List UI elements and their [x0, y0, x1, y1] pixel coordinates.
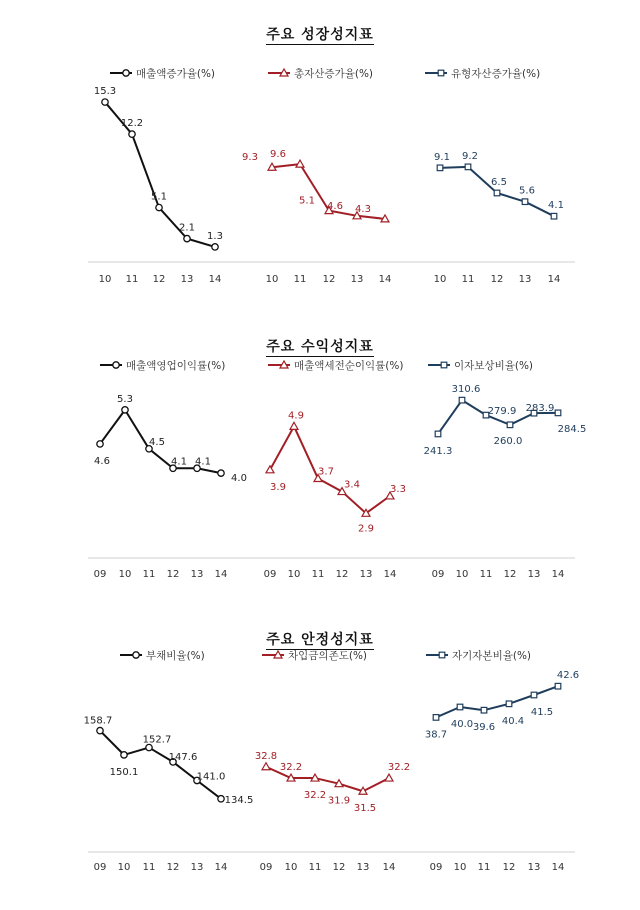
- data-label: 41.5: [530, 707, 554, 718]
- x-tick-label: 14: [214, 569, 228, 580]
- x-tick-label: 11: [142, 862, 156, 873]
- x-tick-label: 10: [265, 274, 279, 285]
- legend-marker-icon: [123, 70, 129, 76]
- series-group: [425, 67, 564, 285]
- data-label: 147.6: [168, 751, 198, 763]
- data-point-marker: [122, 407, 128, 413]
- legend-label: 부채비율(%): [146, 650, 205, 662]
- data-point-marker: [555, 410, 561, 416]
- x-tick-label: 10: [287, 569, 301, 580]
- x-tick-label: 14: [547, 274, 561, 285]
- data-point-marker: [97, 727, 103, 733]
- x-tick-label: 14: [551, 862, 565, 873]
- data-label: 4.9: [288, 410, 304, 422]
- data-label: 141.0: [196, 771, 226, 783]
- data-label: 31.9: [327, 795, 351, 807]
- data-label: 5.1: [299, 195, 315, 207]
- data-label: 38.7: [424, 729, 448, 741]
- x-tick-label: 12: [502, 862, 516, 873]
- x-tick-label: 12: [503, 569, 517, 580]
- x-tick-label: 14: [382, 862, 396, 873]
- data-label: 4.0: [231, 473, 247, 485]
- data-label: 4.1: [195, 456, 211, 468]
- legend-marker-icon: [438, 70, 444, 76]
- data-label: 3.3: [390, 483, 406, 495]
- data-label: 9.2: [462, 150, 478, 162]
- x-tick-label: 11: [293, 274, 307, 285]
- x-tick-label: 10: [117, 862, 131, 873]
- x-tick-label: 09: [93, 862, 107, 873]
- data-label: 158.7: [83, 715, 113, 727]
- data-point-marker: [184, 235, 190, 241]
- data-label: 31.5: [353, 803, 377, 815]
- x-tick-label: 10: [118, 569, 132, 580]
- x-tick-label: 13: [518, 274, 532, 285]
- data-point-marker: [102, 99, 108, 105]
- data-label: 15.3: [93, 86, 117, 98]
- legend-label: 매출액세전순이익률(%): [294, 360, 404, 372]
- x-tick-label: 10: [433, 274, 447, 285]
- data-label: 6.5: [491, 176, 507, 188]
- x-tick-label: 12: [335, 569, 349, 580]
- data-label: 4.3: [355, 203, 371, 215]
- x-tick-label: 12: [152, 274, 166, 285]
- x-tick-label: 13: [190, 862, 204, 873]
- series-group: [424, 359, 587, 580]
- data-point-marker: [129, 131, 135, 137]
- data-point-marker: [507, 422, 513, 428]
- data-label: 12.2: [120, 118, 144, 130]
- data-point-marker: [266, 466, 274, 473]
- data-label: 279.9: [487, 406, 517, 418]
- stability-chart-plot: [0, 605, 640, 905]
- x-tick-label: 12: [322, 274, 336, 285]
- stability-indicators-panel: [0, 605, 640, 905]
- series-group: [84, 649, 254, 873]
- x-tick-label: 13: [190, 569, 204, 580]
- data-label: 3.9: [270, 481, 286, 493]
- data-label: 5.3: [117, 393, 133, 405]
- legend-label: 총자산증가율(%): [294, 68, 374, 80]
- data-label: 134.5: [224, 794, 254, 806]
- x-tick-label: 09: [259, 862, 273, 873]
- data-label: 5.6: [519, 185, 535, 197]
- x-tick-label: 09: [429, 862, 443, 873]
- x-tick-label: 13: [350, 274, 364, 285]
- data-label: 3.4: [344, 479, 360, 491]
- data-label: 4.1: [171, 456, 187, 468]
- data-label: 260.0: [493, 435, 523, 447]
- data-label: 152.7: [142, 734, 172, 746]
- data-point-marker: [212, 244, 218, 250]
- legend-label: 유형자산증가율(%): [451, 68, 541, 80]
- data-point-marker: [481, 707, 487, 713]
- x-tick-label: 12: [332, 862, 346, 873]
- x-tick-label: 12: [166, 862, 180, 873]
- chart-title: 주요 성장성지표: [266, 27, 374, 43]
- legend-label: 차입금의존도(%): [288, 650, 368, 662]
- x-tick-label: 11: [479, 569, 493, 580]
- data-point-marker: [435, 431, 441, 437]
- data-label: 39.6: [472, 722, 496, 734]
- data-label: 150.1: [109, 766, 139, 778]
- x-tick-label: 10: [284, 862, 298, 873]
- data-label: 32.2: [387, 762, 411, 774]
- data-label: 9.1: [434, 151, 450, 163]
- x-tick-label: 11: [461, 274, 475, 285]
- data-point-marker: [97, 441, 103, 447]
- x-tick-label: 14: [551, 569, 565, 580]
- legend-marker-icon: [133, 652, 139, 658]
- x-tick-label: 13: [359, 569, 373, 580]
- series-group: [242, 67, 391, 285]
- x-tick-label: 14: [208, 274, 222, 285]
- data-label: 42.6: [556, 670, 580, 682]
- x-tick-label: 09: [431, 569, 445, 580]
- data-label: 4.5: [149, 436, 165, 448]
- data-point-marker: [385, 774, 393, 781]
- x-tick-label: 10: [453, 862, 467, 873]
- data-label: 4.6: [327, 200, 343, 212]
- data-point-marker: [457, 704, 463, 710]
- series-group: [94, 359, 247, 580]
- x-tick-label: 11: [308, 862, 322, 873]
- x-tick-label: 12: [166, 569, 180, 580]
- legend-label: 매출액영업이익률(%): [126, 360, 226, 372]
- x-tick-label: 13: [527, 569, 541, 580]
- x-tick-label: 09: [93, 569, 107, 580]
- data-label: 2.1: [179, 222, 195, 234]
- data-point-marker: [156, 204, 162, 210]
- x-tick-label: 10: [98, 274, 112, 285]
- data-label: 283.9: [525, 403, 555, 415]
- data-label: 310.6: [451, 384, 481, 396]
- data-label: 32.2: [303, 790, 327, 802]
- growth-indicators-panel: [0, 0, 640, 295]
- data-point-marker: [218, 796, 224, 802]
- legend-label: 이자보상비율(%): [454, 360, 534, 372]
- legend-marker-icon: [439, 652, 445, 658]
- x-tick-label: 13: [356, 862, 370, 873]
- data-point-marker: [433, 715, 439, 721]
- x-tick-label: 09: [263, 569, 277, 580]
- data-point-marker: [494, 190, 500, 196]
- data-point-marker: [121, 752, 127, 758]
- legend-marker-icon: [113, 362, 119, 368]
- x-tick-label: 11: [125, 274, 139, 285]
- x-tick-label: 11: [142, 569, 156, 580]
- data-label: 4.1: [548, 200, 564, 212]
- data-point-marker: [290, 422, 298, 429]
- series-group: [94, 67, 223, 285]
- data-label: 32.2: [279, 762, 303, 774]
- legend-marker-icon: [441, 362, 447, 368]
- data-label: 284.5: [557, 423, 587, 435]
- data-point-marker: [551, 213, 557, 219]
- legend-label: 매출액증가율(%): [136, 68, 216, 80]
- x-tick-label: 12: [490, 274, 504, 285]
- x-tick-label: 13: [527, 862, 541, 873]
- data-label: 2.9: [358, 523, 374, 535]
- x-tick-label: 14: [378, 274, 392, 285]
- profitability-chart-plot: [0, 312, 640, 602]
- x-tick-label: 14: [214, 862, 228, 873]
- data-label: 40.0: [450, 719, 474, 730]
- chart-title: 주요 안정성지표: [266, 632, 374, 648]
- series-group: [425, 649, 579, 873]
- legend-label: 자기자본비율(%): [452, 650, 532, 662]
- x-tick-label: 11: [477, 862, 491, 873]
- data-label: 1.3: [207, 230, 223, 242]
- data-point-marker: [262, 763, 270, 770]
- data-point-marker: [555, 683, 561, 689]
- data-label: 3.7: [318, 466, 334, 478]
- data-point-marker: [522, 199, 528, 205]
- x-tick-label: 13: [180, 274, 194, 285]
- x-tick-label: 11: [311, 569, 325, 580]
- data-label: 9.6: [270, 149, 286, 161]
- profitability-indicators-panel: [0, 312, 640, 602]
- x-tick-label: 10: [455, 569, 469, 580]
- data-label: 5.1: [151, 191, 167, 203]
- series-group: [255, 649, 410, 873]
- growth-chart-plot: [0, 0, 640, 295]
- series-group: [264, 359, 406, 580]
- data-label: 40.4: [501, 715, 525, 727]
- data-point-marker: [465, 164, 471, 170]
- data-point-marker: [437, 165, 443, 171]
- data-point-marker: [531, 692, 537, 698]
- chart-title: 주요 수익성지표: [266, 339, 374, 355]
- data-label: 32.8: [254, 750, 278, 762]
- data-label: 9.3: [242, 152, 258, 164]
- data-label: 4.6: [94, 455, 110, 467]
- data-point-marker: [459, 397, 465, 403]
- data-label: 241.3: [423, 445, 453, 457]
- data-point-marker: [218, 470, 224, 476]
- data-point-marker: [506, 701, 512, 707]
- x-tick-label: 14: [383, 569, 397, 580]
